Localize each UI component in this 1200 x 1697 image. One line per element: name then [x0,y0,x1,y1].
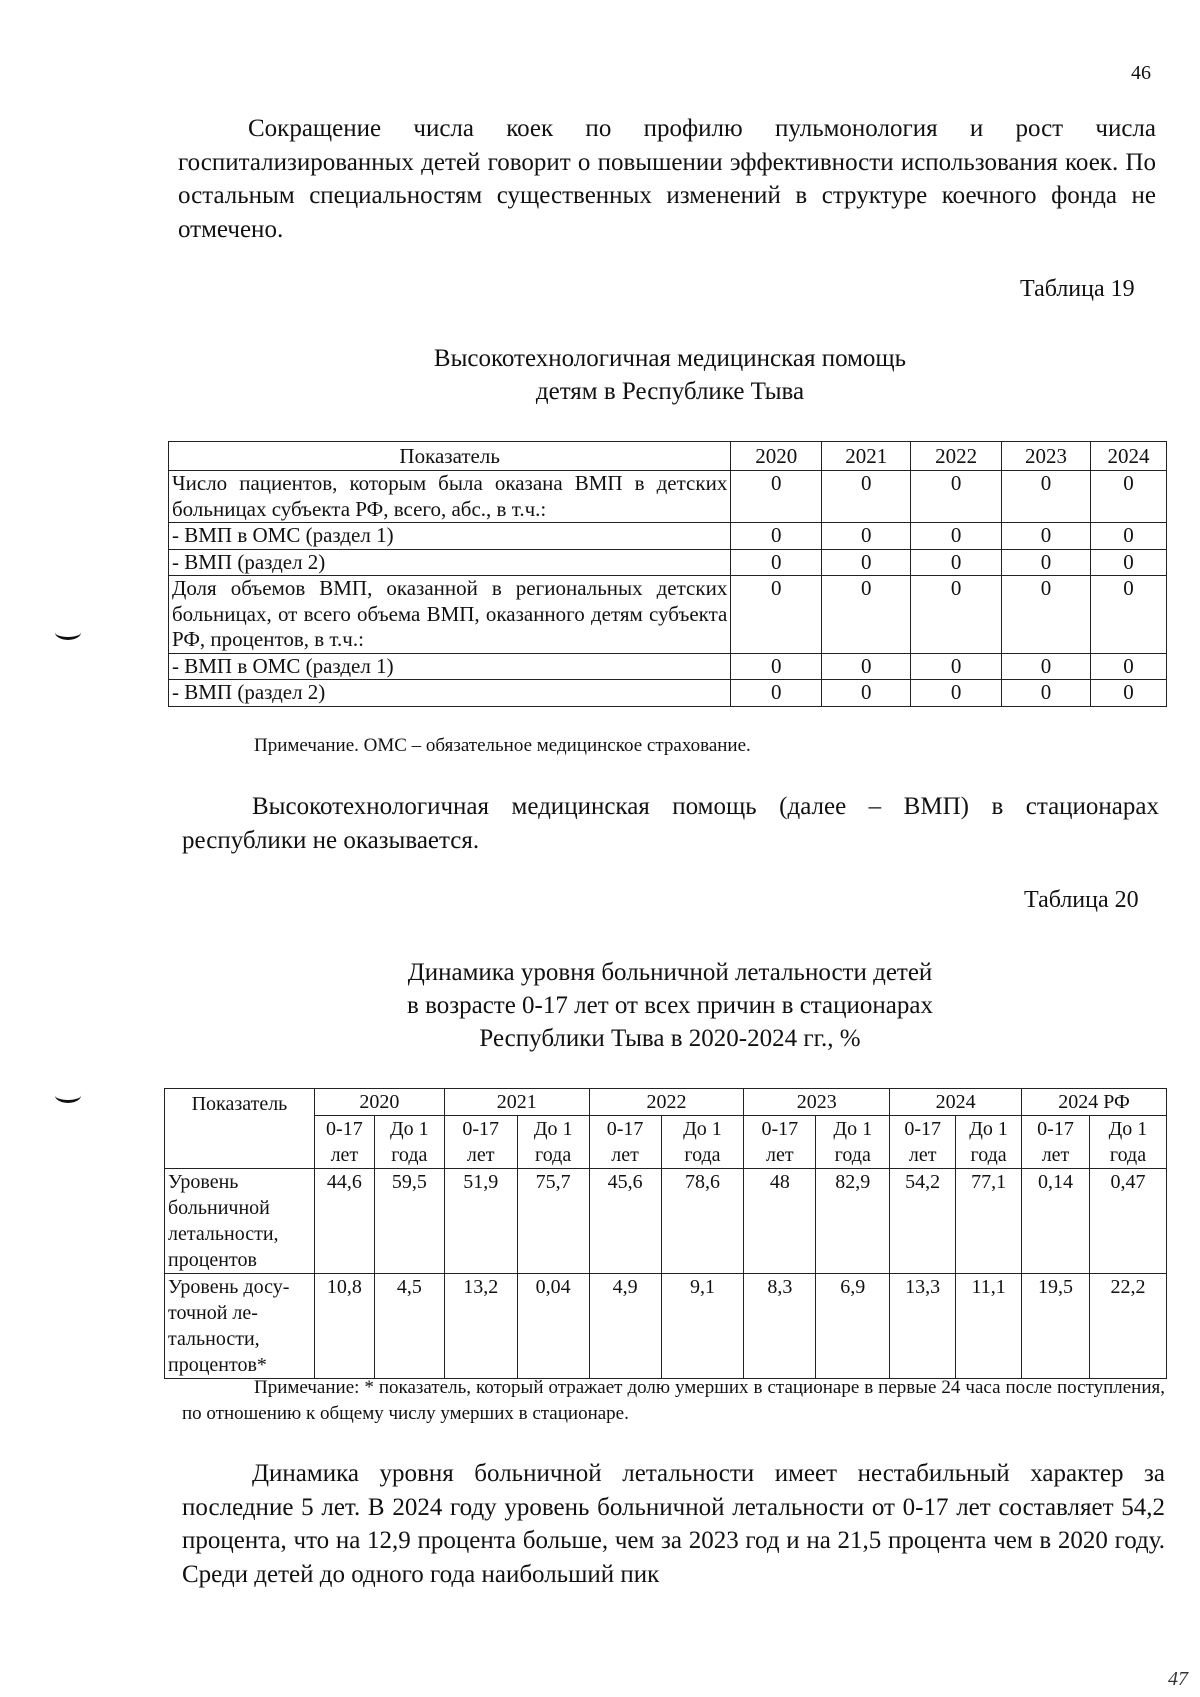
margin-mark [55,1088,81,1103]
table-cell: 13,2 [444,1274,517,1379]
table-19-row-name: - ВМП в ОМС (раздел 1) [169,653,731,680]
table-20-title-line-3: Республики Тыва в 2020-2024 гг., % [479,1025,861,1052]
row-name-line: тальности, [168,1328,260,1350]
age-line: лет [766,1144,794,1166]
table-20-row-name [165,1169,315,1274]
age-line: года [834,1144,871,1166]
age-line: 0-17 [904,1118,941,1140]
table-20-age-under-1 [816,1116,890,1169]
table-row [165,1274,1167,1379]
margin-mark [55,625,81,640]
age-line: До 1 [533,1118,573,1140]
table-cell: 22,2 [1089,1274,1166,1379]
age-line: года [684,1144,721,1166]
table-19 [168,441,1167,707]
age-line: лет [330,1144,359,1166]
table-19-title-line-2: детям в Республике Тыва [535,378,805,405]
table-20-year-row [165,1089,1167,1116]
table-row [169,523,1167,550]
table-20-age-under-1 [374,1116,444,1169]
age-line: лет [611,1144,639,1166]
table-cell: 0 [822,549,911,576]
table-20-header-indicator: Показатель [165,1089,315,1169]
table-cell: 44,6 [314,1169,374,1274]
table-20-header-year: 2021 [444,1089,589,1116]
age-line: года [1109,1144,1147,1166]
paragraph-dynamics: Динамика уровня больничной летальности имеет нестабильный характер за последние 5 лет. В 2024 году уровень больничной летальности от 0-17 лет составляет 54,2 процента, что на 12,9 процента больше, чем за 2023 год и на 21,5 процента чем в 2020 году. Среди детей до одного года наибольший пик [182,1460,1165,1588]
table-19-note: Примечание. ОМС – обязательное медицинское страхование. [254,735,751,756]
table-19-header-year: 2021 [822,442,911,471]
table-20-age-0-17 [744,1116,816,1169]
table-cell: 0 [1002,549,1091,576]
table-cell: 48 [744,1169,816,1274]
table-20-age-under-1 [517,1116,589,1169]
age-line: 0-17 [462,1118,500,1140]
row-name-line: летальности, [168,1223,279,1245]
page-number: 46 [1131,62,1151,84]
table-cell: 0 [1002,653,1091,680]
table-19-header-year: 2024 [1091,442,1167,471]
age-line: лет [466,1144,495,1166]
table-cell: 11,1 [956,1274,1022,1379]
table-cell: 0 [1002,471,1091,523]
age-line: года [970,1144,1007,1166]
table-row [169,653,1167,680]
table-19-label: Таблица 19 [1020,276,1135,302]
paragraph-vmp: Высокотехнологичная медицинская помощь (далее – ВМП) в стационарах республики не оказывается. [182,793,1159,854]
table-row [169,680,1167,707]
table-19-row-name: - ВМП в ОМС (раздел 1) [169,523,731,550]
table-cell: 0,14 [1022,1169,1090,1274]
table-cell: 82,9 [816,1169,890,1274]
table-cell: 0 [731,653,822,680]
table-20-header-year: 2023 [744,1089,890,1116]
handwritten-page-number: 47 [1168,1668,1188,1690]
table-20-header-year: 2022 [589,1089,744,1116]
table-20-title-line-1: Динамика уровня больничной летальности детей [407,959,933,986]
row-name-line: Уровень [168,1171,239,1193]
table-cell: 0 [731,680,822,707]
table-cell: 0 [911,471,1002,523]
table-20-age-0-17 [314,1116,374,1169]
table-19-title [300,342,1040,408]
table-19-title-line-1: Высокотехнологичная медицинская помощь [433,345,907,372]
table-19-row-name: Число пациентов, которым была оказана ВМП в детских больницах субъекта РФ, всего, абс., в т.ч.: [169,471,731,523]
table-19-header-indicator: Показатель [169,442,731,471]
table-20-age-under-1 [661,1116,744,1169]
table-row [165,1169,1167,1274]
table-20-header-year: 2020 [314,1089,444,1116]
table-20-title [300,956,1040,1055]
table-cell: 0 [1002,523,1091,550]
table-cell: 0 [1091,471,1167,523]
table-20-header-year: 2024 [890,1089,1022,1116]
table-cell: 13,3 [890,1274,956,1379]
table-cell: 0,47 [1089,1169,1166,1274]
age-line: года [391,1144,428,1166]
table-cell: 6,9 [816,1274,890,1379]
age-line: лет [908,1144,937,1166]
table-20-age-under-1 [1089,1116,1166,1169]
row-name-line: процентов* [168,1354,267,1376]
table-cell: 0 [911,653,1002,680]
table-cell: 51,9 [444,1169,517,1274]
table-cell: 0 [1091,576,1167,654]
table-cell: 0 [731,576,822,654]
table-cell: 0 [1002,576,1091,654]
table-cell: 19,5 [1022,1274,1090,1379]
table-cell: 8,3 [744,1274,816,1379]
row-name-line: процентов [168,1249,257,1271]
table-20-age-under-1 [956,1116,1022,1169]
table-cell: 45,6 [589,1169,661,1274]
table-19-header-year: 2023 [1002,442,1091,471]
table-cell: 9,1 [661,1274,744,1379]
table-20-label: Таблица 20 [1024,887,1139,913]
table-19-header-year: 2022 [911,442,1002,471]
table-cell: 0 [731,471,822,523]
age-line: лет [1041,1144,1070,1166]
table-20-age-row [165,1116,1167,1169]
table-cell: 0 [1091,653,1167,680]
age-line: До 1 [683,1118,722,1140]
table-cell: 0 [1091,549,1167,576]
paragraph-beds: Сокращение числа коек по профилю пульмонология и рост числа госпитализированных детей говорит о повышении эффективности использования коек. По остальным специальностям существенных изменений в структуре коечного фонда не отмечено. [178,115,1156,243]
table-cell: 59,5 [374,1169,444,1274]
table-20-note: Примечание: * показатель, который отражает долю умерших в стационаре в первые 24 часа после поступления, по отношению к общему числу умерших в стационаре. [182,1377,1165,1424]
table-cell: 0 [911,523,1002,550]
table-20-title-line-2: в возрасте 0-17 лет от всех причин в стационарах [407,992,933,1019]
table-cell: 0 [1091,523,1167,550]
table-cell: 0 [911,576,1002,654]
age-line: До 1 [1108,1118,1148,1140]
age-line: До 1 [969,1118,1008,1140]
age-line: года [535,1144,572,1166]
table-cell: 0 [1091,680,1167,707]
table-cell: 0 [1002,680,1091,707]
table-cell: 0 [822,653,911,680]
row-name-line: точной ле- [168,1302,258,1324]
table-cell: 75,7 [517,1169,589,1274]
table-19-row-name: - ВМП (раздел 2) [169,680,731,707]
table-20-age-0-17 [589,1116,661,1169]
table-row [169,576,1167,654]
table-20-age-0-17 [444,1116,517,1169]
table-cell: 0,04 [517,1274,589,1379]
table-cell: 4,9 [589,1274,661,1379]
table-row [169,549,1167,576]
age-line: 0-17 [1037,1118,1074,1140]
row-name-line: Уровень досу- [168,1276,290,1298]
table-20-age-0-17 [1022,1116,1090,1169]
age-line: 0-17 [761,1118,799,1140]
table-20-row-name [165,1274,315,1379]
age-line: 0-17 [326,1118,363,1140]
table-20 [164,1088,1167,1379]
table-20-age-0-17 [890,1116,956,1169]
table-19-header-year: 2020 [731,442,822,471]
table-19-row-name: Доля объемов ВМП, оказанной в региональных детских больницах, от всего объема ВМП, оказанного детям субъекта РФ, процентов, в т.ч.: [169,576,731,654]
table-row [169,471,1167,523]
age-line: До 1 [389,1118,429,1140]
table-20-header-year: 2024 РФ [1022,1089,1167,1116]
table-cell: 0 [822,576,911,654]
table-cell: 10,8 [314,1274,374,1379]
table-cell: 0 [731,549,822,576]
age-line: До 1 [833,1118,873,1140]
table-cell: 77,1 [956,1169,1022,1274]
table-cell: 0 [822,680,911,707]
table-cell: 0 [822,471,911,523]
table-cell: 0 [911,680,1002,707]
row-name-line: больничной [168,1197,270,1219]
table-cell: 54,2 [890,1169,956,1274]
table-cell: 0 [911,549,1002,576]
age-line: 0-17 [606,1118,644,1140]
table-19-row-name: - ВМП (раздел 2) [169,549,731,576]
table-cell: 78,6 [661,1169,744,1274]
table-cell: 4,5 [374,1274,444,1379]
table-cell: 0 [822,523,911,550]
table-cell: 0 [731,523,822,550]
table-19-header-row [169,442,1167,471]
